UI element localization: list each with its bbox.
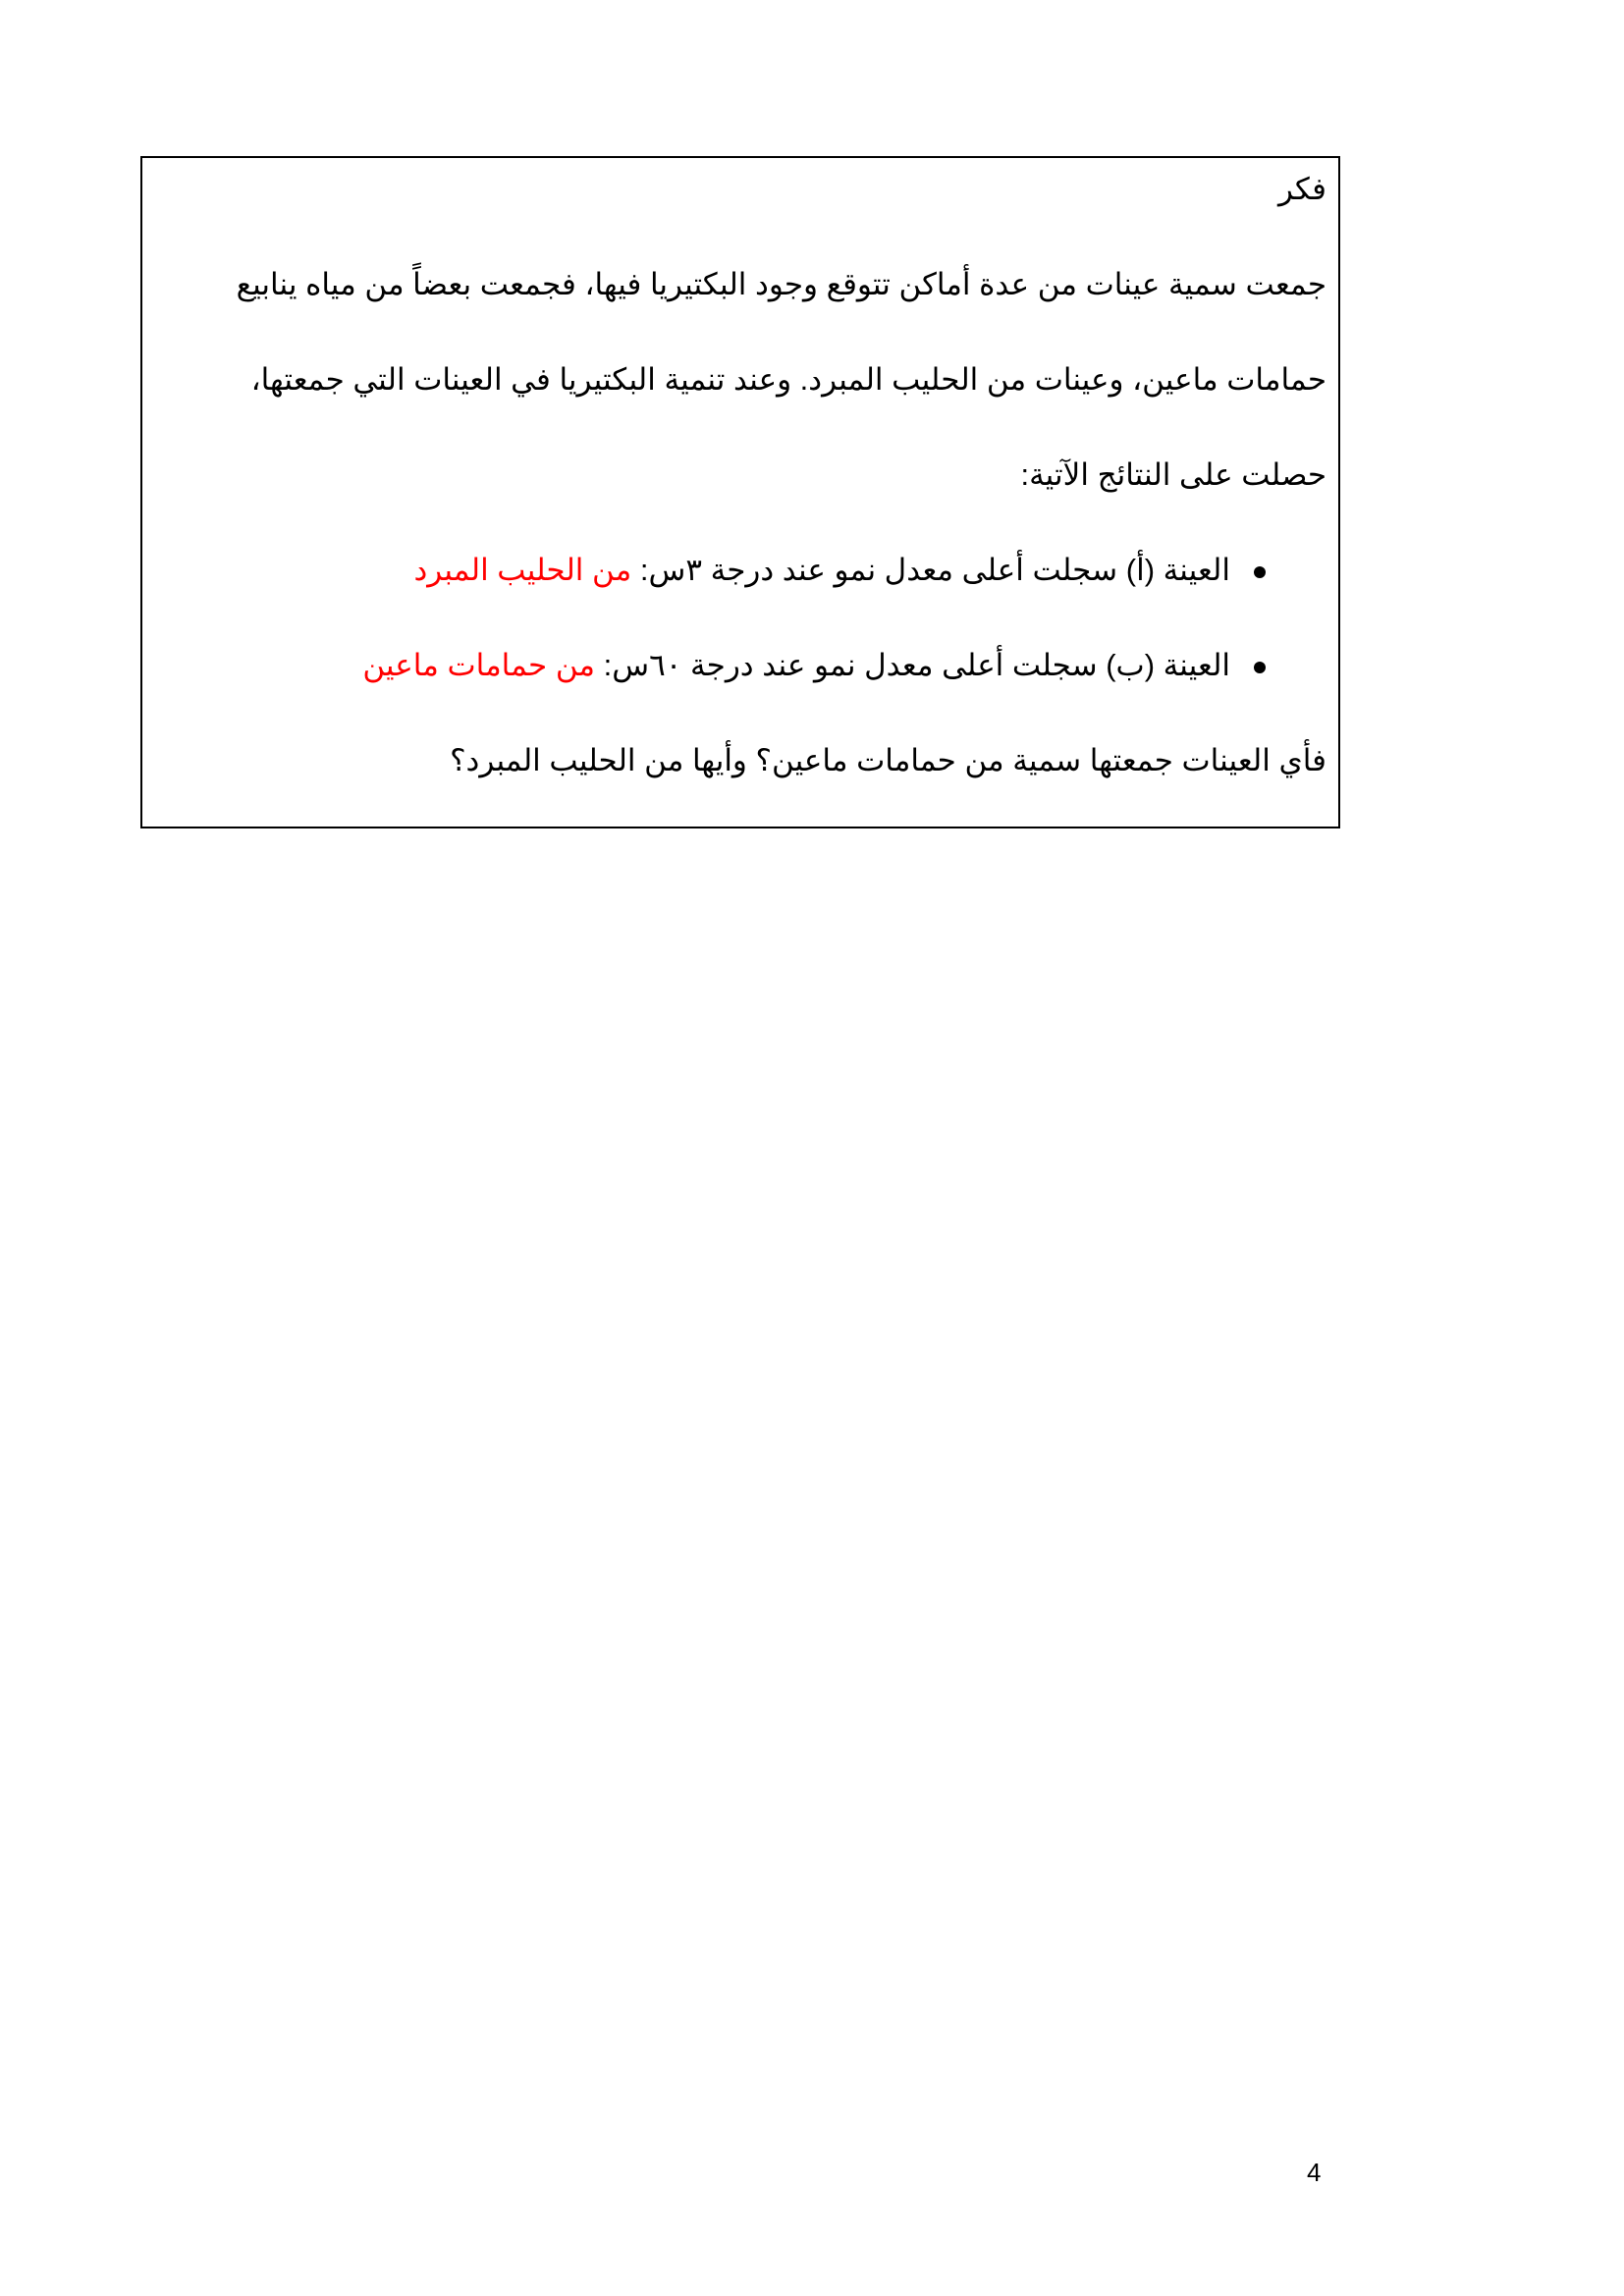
paragraph-line-2: حمامات ماعين، وعينات من الحليب المبرد. وعند تنمية البكتيريا في العينات التي جمعتها، (250, 362, 1326, 397)
question-line: فأي العينات جمعتها سمية من حمامات ماعين؟ وأيها من الحليب المبرد؟ (450, 743, 1326, 777)
bullet-item-a-answer: من الحليب المبرد (413, 553, 632, 587)
bullet-item-b-text: العينة (ب) سجلت أعلى معدل نمو عند درجة ٦٠س: (595, 648, 1230, 682)
paragraph-line-3: حصلت على النتائج الآتية: (1020, 457, 1326, 492)
paragraph-line-1: جمعت سمية عينات من عدة أماكن تتوقع وجود البكتيريا فيها، فجمعت بعضاً من مياه ينابيع (236, 267, 1326, 301)
bullet-item-b (362, 646, 1230, 685)
bullet-dot-icon (1254, 566, 1266, 578)
bullet-item-a-text: العينة (أ) سجلت أعلى معدل نمو عند درجة ٣س: (631, 553, 1230, 587)
think-box (140, 156, 1340, 828)
bullet-dot-icon (1254, 662, 1266, 673)
bullet-item-a (413, 551, 1230, 590)
bullet-item-b-answer: من حمامات ماعين (362, 648, 596, 682)
box-heading: فكر (1277, 172, 1326, 206)
page-number: 4 (1307, 2158, 1322, 2187)
